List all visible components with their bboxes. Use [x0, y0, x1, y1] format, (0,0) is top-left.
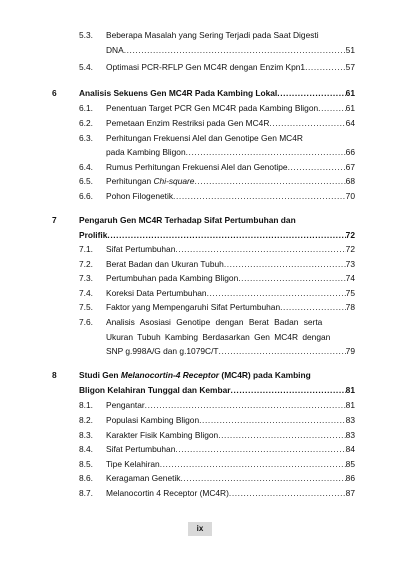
entry-page: 66	[345, 147, 355, 157]
chapter-title-line2: Bligon Kelahiran Tunggal dan Kembar	[79, 385, 231, 395]
leader-dots	[145, 400, 346, 411]
leader-dots	[175, 444, 345, 455]
chapter-number: 6	[52, 88, 57, 98]
entry-page: 75	[345, 288, 355, 298]
entry-title-prefix: Perhitungan	[106, 176, 154, 186]
leader-dots	[218, 430, 345, 441]
entry-number: 8.2.	[79, 415, 93, 425]
entry-title: Karakter Fisik Kambing Bligon	[106, 430, 219, 440]
entry-number: 5.3.	[79, 30, 93, 40]
leader-dots	[277, 88, 345, 99]
entry-title-line2: pada Kambing Bligon	[106, 147, 186, 157]
leader-dots	[175, 244, 345, 255]
entry-title-line3: SNP g.998A/G dan g.1079C/T	[106, 346, 219, 356]
entry-page: 85	[345, 459, 355, 469]
entry-title: Sifat Pertumbuhan	[106, 244, 176, 254]
entry-title: Pemetaan Enzim Restriksi pada Gen MC4R	[106, 118, 270, 128]
leader-dots	[219, 346, 346, 357]
entry-title: Penentuan Target PCR Gen MC4R pada Kambing Bligon	[106, 103, 319, 113]
leader-dots	[194, 176, 345, 187]
leader-dots	[124, 45, 346, 56]
entry-title: Populasi Kambing Bligon	[106, 415, 200, 425]
entry-title: Pohon Filogenetik	[106, 191, 174, 201]
leader-dots	[173, 191, 346, 202]
entry-title: Rumus Perhitungan Frekuensi Alel dan Genotipe	[106, 162, 288, 172]
chapter-title-line1: Pengaruh Gen MC4R Terhadap Sifat Pertumbuhan dan	[79, 215, 296, 225]
entry-title-line2: DNA	[106, 45, 124, 55]
entry-title: Berat Badan dan Ukuran Tubuh	[106, 259, 224, 269]
entry-title: Koreksi Data Pertumbuhan	[106, 288, 207, 298]
chapter-title: Analisis Sekuens Gen MC4R Pada Kambing Lokal	[79, 88, 278, 98]
entry-page: 67	[345, 162, 355, 172]
leader-dots	[207, 288, 346, 299]
chapter-title-prefix: Studi Gen	[79, 370, 121, 380]
entry-title-line1: Perhitungan Frekuensi Alel dan Genotipe Gen MC4R	[106, 133, 303, 143]
chapter-number: 8	[52, 370, 57, 380]
leader-dots	[107, 230, 345, 241]
entry-number: 7.1.	[79, 244, 93, 254]
entry-number: 7.3.	[79, 273, 93, 283]
entry-title: Keragaman Genetik	[106, 473, 181, 483]
entry-page: 57	[345, 62, 355, 72]
leader-dots	[229, 488, 346, 499]
leader-dots	[231, 385, 346, 396]
entry-page: 79	[345, 346, 355, 356]
leader-dots	[318, 103, 346, 114]
entry-title-italic: Chi-square	[153, 176, 195, 186]
entry-page: 73	[345, 259, 355, 269]
leader-dots	[269, 118, 345, 129]
chapter-title-line1	[79, 370, 311, 381]
entry-title: Tipe Kelahiran	[106, 459, 160, 469]
entry-page: 74	[345, 273, 355, 283]
entry-number: 6.5.	[79, 176, 93, 186]
leader-dots	[224, 259, 346, 270]
leader-dots	[160, 459, 346, 470]
entry-page: 83	[345, 430, 355, 440]
entry-page: 68	[345, 176, 355, 186]
entry-title: Pengantar	[106, 400, 145, 410]
entry-page: 81	[345, 400, 355, 410]
entry-number: 5.4.	[79, 62, 93, 72]
chapter-page: 81	[345, 385, 355, 395]
chapter-page: 61	[345, 88, 355, 98]
entry-page: 87	[345, 488, 355, 498]
leader-dots	[280, 302, 346, 313]
entry-number: 8.6.	[79, 473, 93, 483]
entry-number: 6.1.	[79, 103, 93, 113]
entry-title: Optimasi PCR-RFLP Gen MC4R dengan Enzim Kpn1	[106, 62, 306, 72]
entry-page: 70	[345, 191, 355, 201]
entry-number: 8.7.	[79, 488, 93, 498]
entry-page: 51	[345, 45, 355, 55]
leader-dots	[238, 273, 345, 284]
entry-number: 8.1.	[79, 400, 93, 410]
leader-dots	[288, 162, 346, 173]
entry-number: 8.4.	[79, 444, 93, 454]
entry-page: 61	[345, 103, 355, 113]
entry-number: 7.2.	[79, 259, 93, 269]
entry-number: 6.4.	[79, 162, 93, 172]
entry-title: Sifat Pertumbuhan	[106, 444, 176, 454]
chapter-title-suffix: (MC4R) pada Kambing	[219, 370, 311, 380]
entry-title-line1: Beberapa Masalah yang Sering Terjadi pada Saat Digesti	[106, 30, 319, 40]
entry-page: 83	[345, 415, 355, 425]
entry-title: Melanocortin 4 Receptor (MC4R)	[106, 488, 229, 498]
entry-title: Pertumbuhan pada Kambing Bligon	[106, 273, 239, 283]
leader-dots	[186, 147, 346, 158]
chapter-title-line2: Prolifik	[79, 230, 108, 240]
entry-title	[106, 176, 194, 187]
chapter-page: 72	[345, 230, 355, 240]
entry-number: 8.5.	[79, 459, 93, 469]
entry-page: 72	[345, 244, 355, 254]
leader-dots	[181, 473, 346, 484]
entry-title-line1: Analisis Asosiasi Genotipe dengan Berat Badan serta	[106, 317, 323, 327]
entry-title-line2: Ukuran Tubuh Kambing Berdasarkan Gen MC4R dengan	[106, 332, 331, 342]
entry-number: 7.4.	[79, 288, 93, 298]
chapter-title-italic: Melanocortin-4 Receptor	[120, 370, 220, 380]
entry-page: 84	[345, 444, 355, 454]
entry-number: 7.5.	[79, 302, 93, 312]
entry-number: 6.2.	[79, 118, 93, 128]
entry-page: 86	[345, 473, 355, 483]
entry-number: 6.6.	[79, 191, 93, 201]
page-number: ix	[188, 522, 212, 536]
leader-dots	[305, 62, 346, 73]
entry-number: 7.6.	[79, 317, 93, 327]
leader-dots	[199, 415, 346, 426]
entry-number: 8.3.	[79, 430, 93, 440]
chapter-number: 7	[52, 215, 57, 225]
entry-page: 64	[345, 118, 355, 128]
entry-title: Faktor yang Mempengaruhi Sifat Pertumbuhan	[106, 302, 281, 312]
entry-number: 6.3.	[79, 133, 93, 143]
entry-page: 78	[345, 302, 355, 312]
